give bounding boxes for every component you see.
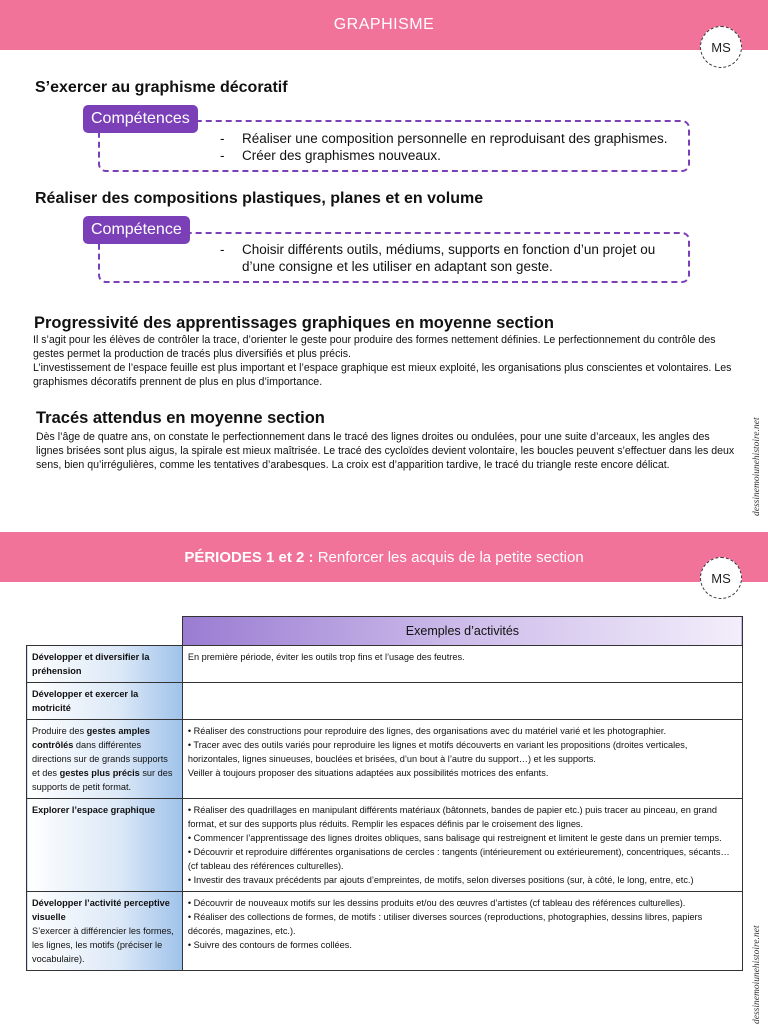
row-label-text: sur des supports de petit format. <box>32 768 173 792</box>
list-item: - Réaliser une composition personnelle en reproduisant des graphismes. <box>220 130 668 147</box>
page-title: GRAPHISME <box>333 16 435 33</box>
section-heading-progressivite: Progressivité des apprentissages graphiques en moyenne section <box>34 314 554 332</box>
table-row <box>27 799 743 892</box>
activity-line: • Découvrir de nouveaux motifs sur les dessins produits et/ou des œuvres d’artistes (cf tableau des références culturelles). <box>187 898 686 908</box>
list-item: - Créer des graphismes nouveaux. <box>220 147 668 164</box>
table-row <box>27 720 743 799</box>
periods-banner <box>0 532 768 582</box>
watermark-text: dessinemoiunehistoire.net <box>752 417 762 516</box>
periods-title-rest: Renforcer les acquis de la petite section <box>313 548 584 566</box>
row-label-bold: gestes amples contrôlés <box>32 726 150 750</box>
section-heading-compositions: Réaliser des compositions plastiques, planes et en volume <box>35 190 484 207</box>
activity-line: • Découvrir et reproduire différentes organisations de cercles : tangents (intérieurement ou extérieurement), concentriques, sécants… (cf tableau des références culturelles). <box>187 847 730 871</box>
competence-list <box>220 241 665 275</box>
row-content <box>182 646 742 683</box>
row-label <box>27 799 183 892</box>
row-content <box>182 892 742 971</box>
row-content <box>182 683 742 720</box>
row-label <box>27 892 183 971</box>
activities-table <box>26 616 743 971</box>
header-banner <box>0 0 768 50</box>
level-badge: MS <box>700 26 742 68</box>
competences-label: Compétences <box>83 105 198 133</box>
row-label-text: Produire des <box>32 726 87 736</box>
row-label <box>27 646 183 683</box>
row-label-bold: Développer et exercer la motricité <box>32 689 139 713</box>
table-row <box>27 892 743 971</box>
activity-line: • Réaliser des collections de formes, de motifs : utiliser diverses sources (reproductions, photographies, dessins libres, papiers décorés, magazines, etc.). <box>187 912 703 936</box>
row-label-text: dans différentes directions sur de grands supports et des <box>32 740 168 778</box>
section-heading-graphisme: S’exercer au graphisme décoratif <box>35 79 288 96</box>
activity-line: • Suivre des contours de formes collées. <box>187 940 352 950</box>
activity-line: • Réaliser des quadrillages en manipulant différents matériaux (bâtonnets, bandes de papier etc.) puis tracer au pinceau, en grand format, et sur des supports plus réduits. Remplir les espaces définis par le croisement des lignes. <box>187 805 717 829</box>
row-label-text: S’exercer à différencier les formes, les lignes, les motifs (préciser le vocabulaire). <box>32 926 174 964</box>
watermark-text: dessinemoiunehistoire.net <box>752 925 762 1024</box>
paragraph-text: Il s’agit pour les élèves de contrôler la trace, d’orienter le geste pour produire des formes nettement définies. Le perfectionnement du contrôle des gestes permet la production de tracés plus diversifiés et plus précis. <box>33 334 716 360</box>
row-content <box>182 799 742 892</box>
row-label <box>27 720 183 799</box>
activity-line: • Tracer avec des outils variés pour reproduire les lignes et motifs découverts en variant les propositions (droites verticales, horizontales, lignes sinueuses, bouclées et brisées, d’un bout à l’autre du support…) et les supports. <box>187 740 688 764</box>
row-label <box>27 683 183 720</box>
section-heading-traces: Tracés attendus en moyenne section <box>36 409 325 427</box>
activity-line: • Commencer l’apprentissage des lignes droites obliques, sans balisage qui restreignent et limitent le geste dans un premier temps. <box>187 833 722 843</box>
level-badge: MS <box>700 557 742 599</box>
paragraph <box>33 333 736 389</box>
table-row <box>27 646 743 683</box>
activity-line: • Réaliser des constructions pour reproduire des lignes, des organisations avec du matériel varié et les photographier. <box>187 726 666 736</box>
table-header-row <box>27 617 743 646</box>
row-content <box>182 720 742 799</box>
row-label-bold: Développer et diversifier la préhension <box>32 652 150 676</box>
activity-line: Veiller à toujours proposer des situations adaptées aux possibilités motrices des enfants. <box>187 768 549 778</box>
activity-line: En première période, éviter les outils trop fins et l’usage des feutres. <box>187 652 465 662</box>
row-label-bold: gestes plus précis <box>59 768 140 778</box>
paragraph: Dès l’âge de quatre ans, on constate le perfectionnement dans le tracé des lignes droites ou ondulées, pour une suite d’arceaux, les angles des lignes brisées sont plus aigus, la spirale est mieux maîtrisée. Le tracé des cycloïdes devient volontaire, les boucles peuvent s’effectuer dans les deux sens, bien qu’irrégulières, comme les tentatives d’arabesques. La croix est d’apparition tardive, le tracé du triangle reste encore délicat. <box>36 431 735 471</box>
row-label-bold: Développer l’activité perceptive visuelle <box>32 898 170 922</box>
activity-line: • Investir des travaux précédents par ajouts d’empreintes, de motifs, selon diverses positions (sur, à côté, le long, entre, etc.) <box>187 875 694 885</box>
paragraph-text: L’investissement de l’espace feuille est plus important et l’espace graphique est mieux exploité, les organisations plus conscientes et volontaires. Les graphismes décoratifs prennent de plus en plus d’importance. <box>33 362 732 388</box>
list-item: - Choisir différents outils, médiums, supports en fonction d’un projet ou d’une consigne et les utiliser en adaptant son geste. <box>220 241 665 275</box>
table-header: Exemples d’activités <box>182 617 742 646</box>
periods-title-bold: PÉRIODES 1 et 2 : <box>184 548 314 566</box>
row-label-bold: Explorer l’espace graphique <box>32 805 156 815</box>
competences-list <box>220 130 668 164</box>
competence-label: Compétence <box>83 216 190 244</box>
table-corner <box>27 617 183 646</box>
table-row <box>27 683 743 720</box>
periods-title <box>184 549 583 566</box>
